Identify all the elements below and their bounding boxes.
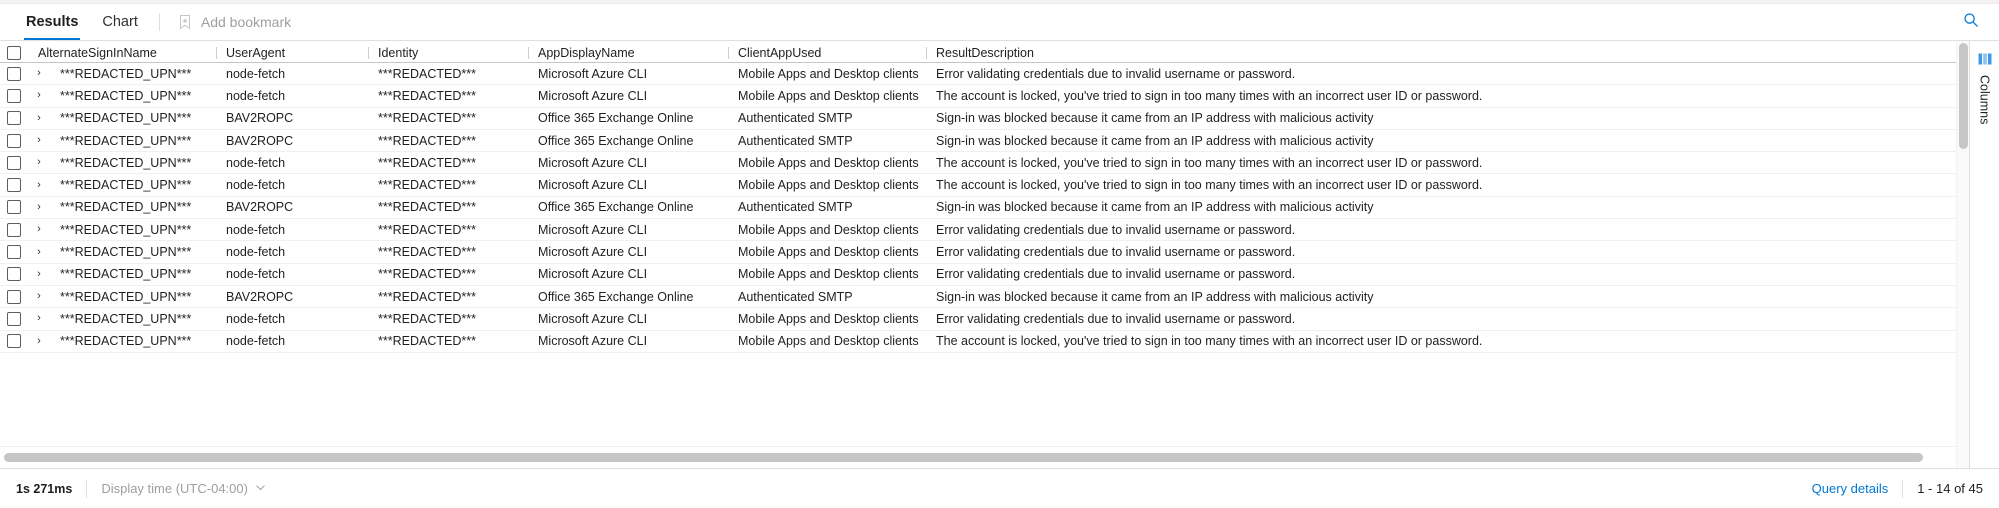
cell-appdisplayname: Microsoft Azure CLI [538, 155, 648, 170]
cell-alternatesigninname: ***REDACTED_UPN*** [60, 311, 192, 326]
row-checkbox-cell [0, 267, 28, 281]
tab-results-label: Results [26, 14, 79, 30]
tabbar-divider [159, 13, 160, 31]
cell-identity: ***REDACTED*** [378, 133, 476, 148]
tab-chart[interactable] [90, 4, 149, 40]
row-checkbox[interactable] [7, 290, 21, 304]
table-row[interactable] [0, 85, 1956, 107]
query-details-link[interactable]: Query details [1811, 481, 1889, 496]
cell-useragent: node-fetch [226, 267, 286, 282]
cell-useragent: node-fetch [226, 88, 286, 103]
status-right-group [1812, 480, 1983, 498]
cell-clientappused: Mobile Apps and Desktop clients [738, 245, 919, 260]
row-checkbox[interactable] [7, 156, 21, 170]
query-duration: 1s 271ms [16, 481, 73, 496]
cell-alternatesigninname: ***REDACTED_UPN*** [60, 200, 192, 215]
row-checkbox-cell [0, 67, 28, 81]
cell-appdisplayname: Microsoft Azure CLI [538, 88, 648, 103]
row-checkbox[interactable] [7, 134, 21, 148]
column-header-identity[interactable]: Identity [368, 46, 528, 60]
cell-appdisplayname: Microsoft Azure CLI [538, 311, 648, 326]
cell-useragent: BAV2ROPC [226, 289, 294, 304]
cell-identity: ***REDACTED*** [378, 178, 476, 193]
status-divider [86, 480, 87, 498]
cell-useragent: BAV2ROPC [226, 111, 294, 126]
result-range-label: 1 - 14 of 45 [1917, 481, 1983, 496]
cell-resultdescription: Sign-in was blocked because it came from an IP address with malicious activity [936, 111, 1374, 126]
row-checkbox-cell [0, 156, 28, 170]
row-expand-cell [28, 202, 50, 213]
cell-identity: ***REDACTED*** [378, 200, 476, 215]
row-expand-cell [28, 224, 50, 235]
row-checkbox[interactable] [7, 334, 21, 348]
row-checkbox[interactable] [7, 223, 21, 237]
cell-alternatesigninname: ***REDACTED_UPN*** [60, 133, 192, 148]
row-checkbox-cell [0, 178, 28, 192]
column-header-useragent[interactable]: UserAgent [216, 46, 368, 60]
row-checkbox-cell [0, 223, 28, 237]
cell-identity: ***REDACTED*** [378, 245, 476, 260]
cell-identity: ***REDACTED*** [378, 111, 476, 126]
row-checkbox-cell [0, 290, 28, 304]
table-row[interactable] [0, 174, 1956, 196]
cell-identity: ***REDACTED*** [378, 66, 476, 81]
cell-alternatesigninname: ***REDACTED_UPN*** [60, 88, 192, 103]
cell-alternatesigninname: ***REDACTED_UPN*** [60, 111, 192, 126]
columns-icon[interactable] [1977, 51, 1993, 67]
table-row[interactable] [0, 331, 1956, 353]
row-checkbox-cell [0, 334, 28, 348]
status-bar [0, 468, 1999, 508]
cell-useragent: node-fetch [226, 222, 286, 237]
select-all-checkbox-cell [0, 46, 28, 60]
display-time-label: Display time (UTC-04:00) [101, 481, 248, 496]
chevron-right-icon[interactable]: › [37, 179, 41, 191]
horizontal-scrollbar-track[interactable] [4, 453, 1952, 462]
row-checkbox-cell [0, 134, 28, 148]
table-row[interactable] [0, 130, 1956, 152]
chevron-right-icon[interactable]: › [37, 68, 41, 80]
vertical-scrollbar[interactable] [1956, 41, 1969, 468]
cell-resultdescription: Error validating credentials due to invalid username or password. [936, 267, 1296, 282]
row-expand-cell [28, 113, 50, 124]
cell-clientappused: Mobile Apps and Desktop clients [738, 66, 919, 81]
row-checkbox[interactable] [7, 267, 21, 281]
add-bookmark-label: Add bookmark [200, 14, 292, 30]
row-expand-cell [28, 313, 50, 324]
horizontal-scrollbar[interactable] [0, 446, 1956, 468]
chevron-right-icon[interactable]: › [37, 90, 41, 102]
chevron-right-icon[interactable]: › [37, 335, 41, 347]
row-expand-cell [28, 90, 50, 101]
row-checkbox-cell [0, 111, 28, 125]
cell-alternatesigninname: ***REDACTED_UPN*** [60, 334, 192, 349]
column-header-alternatesigninname[interactable]: AlternateSignInName [38, 45, 157, 60]
tab-results[interactable] [14, 4, 90, 40]
cell-alternatesigninname: ***REDACTED_UPN*** [60, 245, 192, 260]
row-checkbox-cell [0, 200, 28, 214]
cell-appdisplayname: Office 365 Exchange Online [538, 200, 694, 215]
cell-resultdescription: Sign-in was blocked because it came from an IP address with malicious activity [936, 133, 1374, 148]
row-checkbox[interactable] [7, 67, 21, 81]
cell-alternatesigninname: ***REDACTED_UPN*** [60, 289, 192, 304]
cell-clientappused: Mobile Apps and Desktop clients [738, 88, 919, 103]
row-checkbox[interactable] [7, 312, 21, 326]
cell-identity: ***REDACTED*** [378, 155, 476, 170]
chevron-right-icon[interactable]: › [37, 291, 41, 303]
cell-clientappused: Mobile Apps and Desktop clients [738, 311, 919, 326]
row-expand-cell [28, 336, 50, 347]
chevron-right-icon[interactable]: › [37, 224, 41, 236]
search-icon [1963, 12, 1979, 33]
cell-alternatesigninname: ***REDACTED_UPN*** [60, 178, 192, 193]
table-row[interactable] [0, 241, 1956, 263]
row-checkbox-cell [0, 312, 28, 326]
cell-alternatesigninname: ***REDACTED_UPN*** [60, 66, 192, 81]
chevron-right-icon[interactable]: › [37, 268, 41, 280]
chevron-down-icon [255, 481, 266, 496]
cell-appdisplayname: Office 365 Exchange Online [538, 289, 694, 304]
column-header-appdisplayname[interactable]: AppDisplayName [528, 46, 728, 60]
cell-resultdescription: Sign-in was blocked because it came from an IP address with malicious activity [936, 200, 1374, 215]
row-expand-cell [28, 269, 50, 280]
cell-clientappused: Mobile Apps and Desktop clients [738, 334, 919, 349]
chevron-right-icon[interactable]: › [37, 313, 41, 325]
row-checkbox-cell [0, 245, 28, 259]
search-button[interactable] [1953, 4, 1989, 40]
table-row[interactable] [0, 197, 1956, 219]
cell-identity: ***REDACTED*** [378, 222, 476, 237]
row-checkbox[interactable] [7, 89, 21, 103]
column-header-resultdescription[interactable]: ResultDescription [926, 46, 1956, 60]
display-time-dropdown[interactable] [101, 481, 266, 496]
results-body [0, 41, 1999, 468]
cell-clientappused: Mobile Apps and Desktop clients [738, 178, 919, 193]
cell-appdisplayname: Microsoft Azure CLI [538, 178, 648, 193]
horizontal-scrollbar-thumb[interactable] [4, 453, 1923, 462]
cell-identity: ***REDACTED*** [378, 311, 476, 326]
table-row[interactable] [0, 219, 1956, 241]
table-row[interactable] [0, 286, 1956, 308]
cell-clientappused: Mobile Apps and Desktop clients [738, 267, 919, 282]
results-grid [0, 41, 1956, 468]
cell-identity: ***REDACTED*** [378, 289, 476, 304]
chevron-right-icon[interactable]: › [37, 135, 41, 147]
cell-clientappused: Authenticated SMTP [738, 133, 853, 148]
grid-header-row [0, 41, 1956, 63]
cell-identity: ***REDACTED*** [378, 88, 476, 103]
row-checkbox[interactable] [7, 178, 21, 192]
tab-chart-label: Chart [102, 14, 138, 30]
cell-alternatesigninname: ***REDACTED_UPN*** [60, 155, 192, 170]
bookmark-icon [177, 14, 193, 30]
cell-clientappused: Mobile Apps and Desktop clients [738, 222, 919, 237]
cell-clientappused: Authenticated SMTP [738, 111, 853, 126]
cell-identity: ***REDACTED*** [378, 267, 476, 282]
row-checkbox[interactable] [7, 111, 21, 125]
cell-appdisplayname: Office 365 Exchange Online [538, 133, 694, 148]
columns-rail-label[interactable]: Columns [1977, 75, 1992, 125]
select-all-checkbox[interactable] [7, 46, 21, 60]
row-checkbox[interactable] [7, 245, 21, 259]
cell-resultdescription: The account is locked, you've tried to sign in too many times with an incorrect user ID or password. [936, 334, 1483, 349]
table-row[interactable] [0, 63, 1956, 85]
cell-clientappused: Authenticated SMTP [738, 200, 853, 215]
chevron-right-icon[interactable]: › [37, 201, 41, 213]
cell-useragent: node-fetch [226, 66, 286, 81]
table-row[interactable] [0, 152, 1956, 174]
cell-resultdescription: Error validating credentials due to invalid username or password. [936, 222, 1296, 237]
row-expand-cell [28, 247, 50, 258]
row-expand-cell [28, 180, 50, 191]
cell-appdisplayname: Office 365 Exchange Online [538, 111, 694, 126]
cell-useragent: node-fetch [226, 178, 286, 193]
cell-appdisplayname: Microsoft Azure CLI [538, 222, 648, 237]
cell-useragent: BAV2ROPC [226, 200, 294, 215]
cell-resultdescription: The account is locked, you've tried to sign in too many times with an incorrect user ID or password. [936, 178, 1483, 193]
cell-resultdescription: Sign-in was blocked because it came from an IP address with malicious activity [936, 289, 1374, 304]
column-header-clientappused[interactable]: ClientAppUsed [728, 46, 926, 60]
row-checkbox-cell [0, 89, 28, 103]
row-checkbox[interactable] [7, 200, 21, 214]
cell-alternatesigninname: ***REDACTED_UPN*** [60, 267, 192, 282]
cell-resultdescription: The account is locked, you've tried to sign in too many times with an incorrect user ID or password. [936, 88, 1483, 103]
tab-bar [0, 4, 1999, 41]
cell-appdisplayname: Microsoft Azure CLI [538, 66, 648, 81]
cell-appdisplayname: Microsoft Azure CLI [538, 334, 648, 349]
vertical-scrollbar-thumb[interactable] [1959, 43, 1968, 149]
cell-appdisplayname: Microsoft Azure CLI [538, 267, 648, 282]
row-expand-cell [28, 68, 50, 79]
cell-resultdescription: Error validating credentials due to invalid username or password. [936, 66, 1296, 81]
cell-resultdescription: Error validating credentials due to invalid username or password. [936, 311, 1296, 326]
status-left-group [16, 480, 266, 498]
cell-useragent: BAV2ROPC [226, 133, 294, 148]
status-divider-right [1902, 480, 1903, 498]
row-expand-cell [28, 291, 50, 302]
grid-rows [0, 63, 1956, 446]
cell-resultdescription: Error validating credentials due to invalid username or password. [936, 245, 1296, 260]
columns-rail [1969, 41, 1999, 468]
table-row[interactable] [0, 264, 1956, 286]
cell-resultdescription: The account is locked, you've tried to sign in too many times with an incorrect user ID or password. [936, 155, 1483, 170]
table-row[interactable] [0, 308, 1956, 330]
cell-useragent: node-fetch [226, 155, 286, 170]
table-row[interactable] [0, 108, 1956, 130]
cell-appdisplayname: Microsoft Azure CLI [538, 245, 648, 260]
cell-alternatesigninname: ***REDACTED_UPN*** [60, 222, 192, 237]
cell-useragent: node-fetch [226, 311, 286, 326]
row-expand-cell [28, 157, 50, 168]
cell-useragent: node-fetch [226, 245, 286, 260]
chevron-right-icon[interactable]: › [37, 246, 41, 258]
cell-identity: ***REDACTED*** [378, 334, 476, 349]
cell-clientappused: Authenticated SMTP [738, 289, 853, 304]
chevron-right-icon[interactable]: › [37, 157, 41, 169]
add-bookmark-button[interactable] [169, 4, 299, 40]
cell-useragent: node-fetch [226, 334, 286, 349]
chevron-right-icon[interactable]: › [37, 112, 41, 124]
row-expand-cell [28, 135, 50, 146]
cell-clientappused: Mobile Apps and Desktop clients [738, 155, 919, 170]
